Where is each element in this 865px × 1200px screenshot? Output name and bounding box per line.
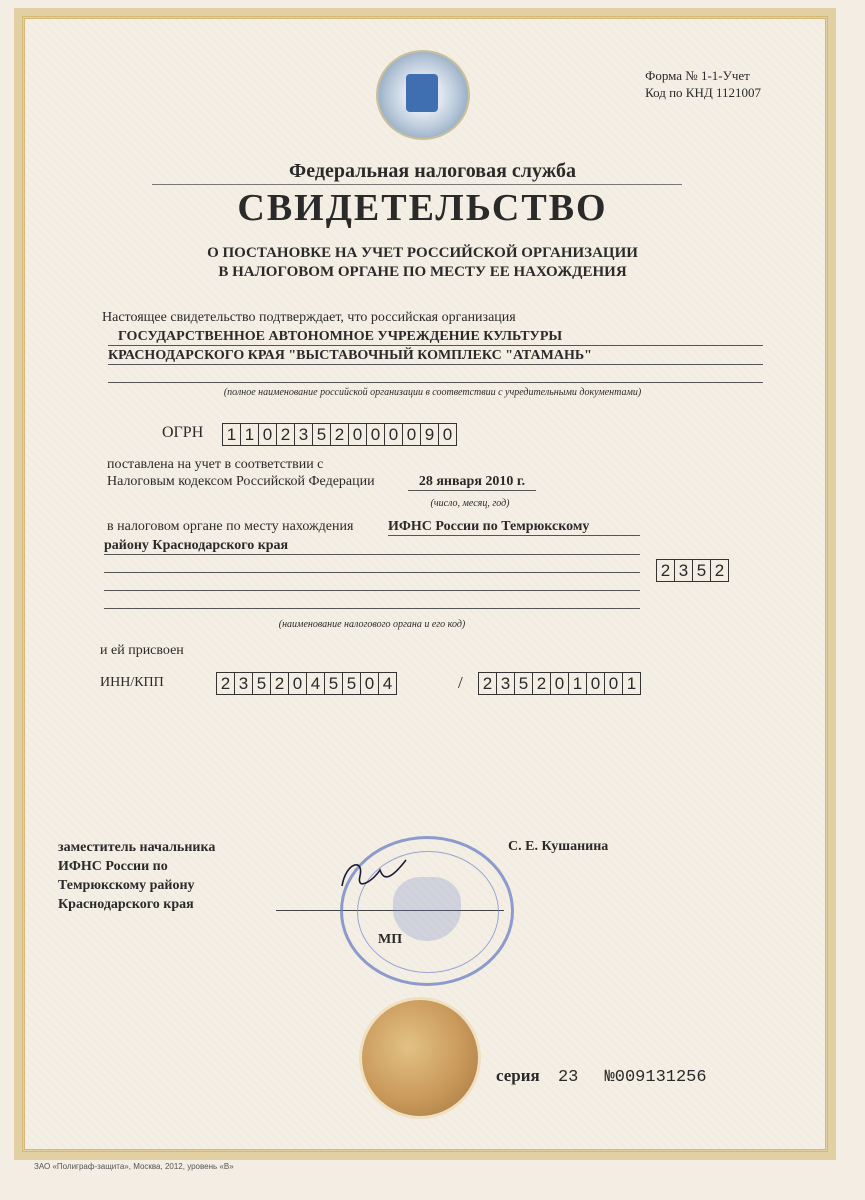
registration-line-1: поставлена на учет в соответствии с: [107, 457, 324, 472]
ogrn-digit-boxes: [222, 423, 457, 446]
kpp-digit: 1: [626, 674, 637, 693]
signatory-position-line-2: ИФНС России по: [58, 859, 168, 874]
document-title: СВИДЕТЕЛЬСТВО: [237, 187, 608, 229]
serial-number: [496, 1066, 707, 1087]
organization-intro: Настоящее свидетельство подтверждает, что российская организация: [102, 310, 516, 325]
signatory-position: [58, 838, 215, 914]
tax-office-name-line-1: ИФНС России по Темрюкскому: [388, 519, 640, 536]
registration-date-caption: (число, месяц, год): [430, 498, 510, 509]
inn-digit: 0: [289, 673, 307, 694]
ogrn-digit: 0: [385, 424, 403, 445]
inn-digit: 0: [361, 673, 379, 694]
kpp-digit: 0: [587, 673, 605, 694]
signature-icon: [334, 852, 414, 902]
inn-digit: 5: [325, 673, 343, 694]
subtitle-line-1: О ПОСТАНОВКЕ НА УЧЕТ РОССИЙСКОЙ ОРГАНИЗАЦИИ: [207, 245, 638, 261]
inn-digit: 5: [253, 673, 271, 694]
registration-line-2: Налоговым кодексом Российской Федерации: [107, 474, 375, 489]
tax-office-blank-line-3: [104, 594, 640, 609]
signatory-position-line-3: Темрюкскому району: [58, 878, 195, 893]
ogrn-digit: 5: [313, 424, 331, 445]
tax-office-caption: (наименование налогового органа и его код): [278, 619, 466, 630]
inn-kpp-separator: /: [458, 673, 463, 692]
printer-note: ЗАО «Полиграф-защита», Москва, 2012, уровень «В»: [34, 1162, 234, 1171]
certificate-number: №009131256: [604, 1068, 707, 1087]
signatory-position-line-1: заместитель начальника: [58, 840, 216, 855]
ogrn-digit: 1: [241, 424, 259, 445]
stamp-place-label: МП: [378, 932, 403, 947]
ogrn-digit: 0: [403, 424, 421, 445]
ogrn-digit: 2: [277, 424, 295, 445]
gold-seal-icon: [362, 1000, 478, 1116]
kpp-digit: 0: [551, 673, 569, 694]
ogrn-digit: 3: [295, 424, 313, 445]
ogrn-digit: 0: [349, 424, 367, 445]
series-label: серия: [496, 1066, 540, 1085]
document-subtitle: [0, 244, 845, 282]
inn-digit: 5: [343, 673, 361, 694]
kpp-digit: 2: [533, 673, 551, 694]
inn-digit: 3: [235, 673, 253, 694]
inn-digit-boxes: [216, 672, 397, 695]
kpp-digit: 1: [569, 673, 587, 694]
inn-digit: 2: [217, 673, 235, 694]
tax-office-label: в налоговом органе по месту нахождения: [107, 519, 354, 534]
ogrn-digit: 0: [442, 425, 453, 444]
assigned-label: и ей присвоен: [100, 643, 184, 658]
kpp-digit-boxes: [478, 672, 641, 695]
agency-divider: [152, 184, 682, 185]
tax-office-name-line-2: району Краснодарского края: [104, 538, 640, 555]
organization-name-line-2: КРАСНОДАРСКОГО КРАЯ "ВЫСТАВОЧНЫЙ КОМПЛЕКС "АТАМАНЬ": [108, 348, 763, 365]
subtitle-line-2: В НАЛОГОВОМ ОРГАНЕ ПО МЕСТУ ЕЕ НАХОЖДЕНИЯ: [218, 264, 627, 280]
organization-name-blank-line: [108, 368, 763, 383]
kpp-digit: 2: [479, 673, 497, 694]
tax-office-code-digit: 2: [657, 560, 675, 581]
kpp-digit: 0: [605, 673, 623, 694]
ogrn-digit: 0: [367, 424, 385, 445]
agency-name: Федеральная налоговая служба: [289, 160, 576, 182]
ogrn-digit: 0: [259, 424, 277, 445]
ogrn-digit: 9: [421, 424, 439, 445]
inn-digit: 4: [382, 674, 393, 693]
organization-name-caption: (полное наименование российской организации в соответствии с учредительными документами): [223, 387, 642, 398]
tax-office-code-digit: 5: [693, 560, 711, 581]
kpp-digit: 3: [497, 673, 515, 694]
knd-code: Код по КНД 1121007: [645, 85, 761, 100]
ogrn-digit: 2: [331, 424, 349, 445]
ogrn-digit: 1: [223, 424, 241, 445]
tax-office-code-boxes: [656, 559, 729, 582]
tax-office-blank-line-1: [104, 558, 640, 573]
form-number: Форма № 1-1-Учет: [645, 68, 750, 83]
tax-office-code-digit: 3: [675, 560, 693, 581]
tax-office-blank-line-2: [104, 576, 640, 591]
registration-date: 28 января 2010 г.: [408, 474, 536, 491]
kpp-digit: 5: [515, 673, 533, 694]
signatory-position-line-4: Краснодарского края: [58, 897, 194, 912]
inn-kpp-label: ИНН/КПП: [100, 675, 164, 690]
signatory-name: С. Е. Кушанина: [508, 839, 609, 854]
organization-name-line-1: ГОСУДАРСТВЕННОЕ АВТОНОМНОЕ УЧРЕЖДЕНИЕ КУЛЬТУРЫ: [108, 329, 763, 346]
form-identifier: [645, 67, 761, 101]
series-number: 23: [557, 1068, 579, 1087]
tax-office-code-digit: 2: [714, 561, 725, 580]
ogrn-label: ОГРН: [162, 424, 204, 441]
inn-digit: 2: [271, 673, 289, 694]
hologram-emblem-icon: [376, 50, 470, 140]
inn-digit: 4: [307, 673, 325, 694]
